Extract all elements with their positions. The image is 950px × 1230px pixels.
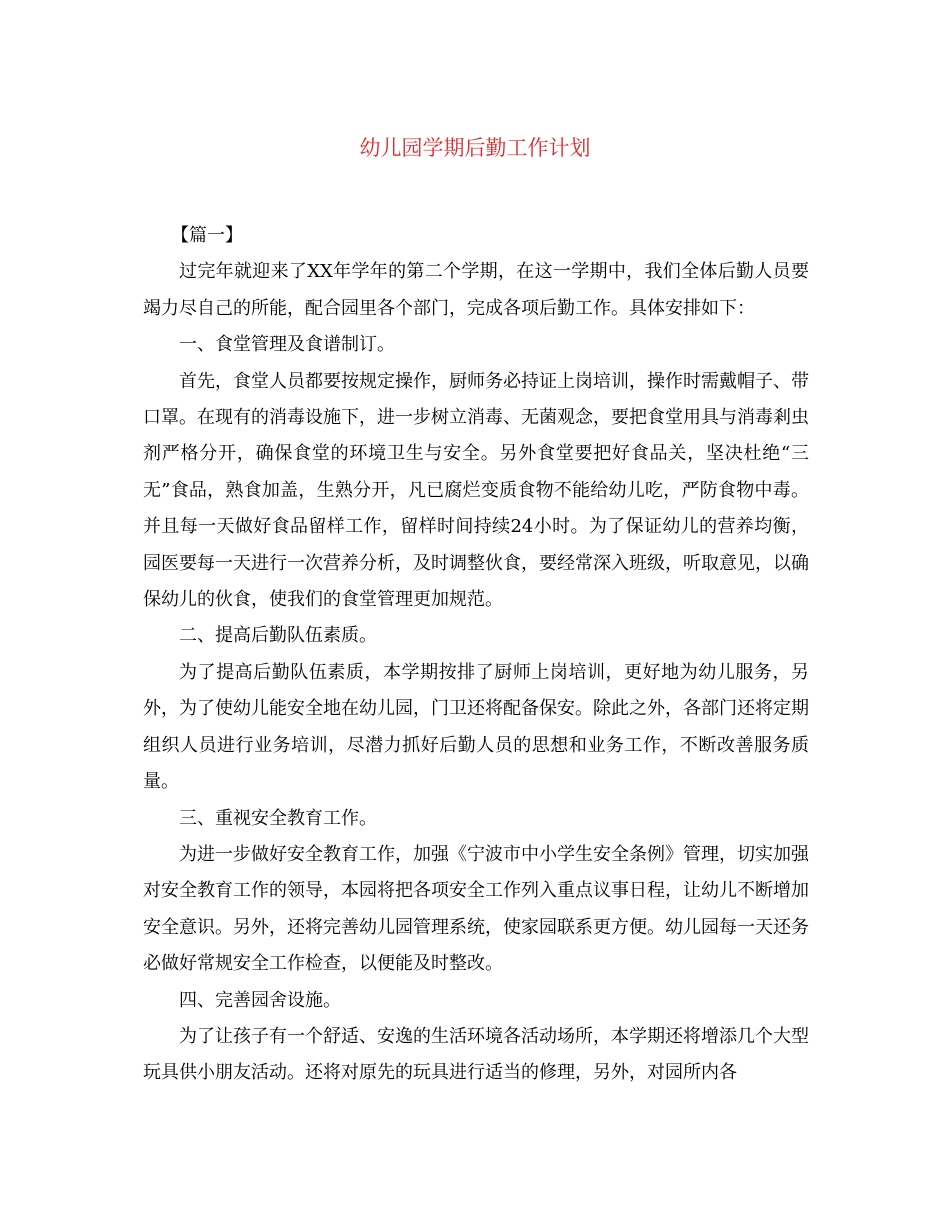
paragraph-facilities: 为了让孩子有一个舒适、安逸的生活环境各活动场所，本学期还将增添几个大型玩具供小朋友活动。还将对原先的玩具进行适当的修理，另外，对园所内各 [143, 1025, 809, 1084]
paragraph-staff: 为了提高后勤队伍素质，本学期按排了厨师上岗培训，更好地为幼儿服务，另外，为了使幼儿能安全地在幼儿园，门卫还将配备保安。除此之外，各部门还将定期组织人员进行业务培训，尽潜力抓好后勤人员的思想和业务工作，不断改善服务质量。 [143, 661, 809, 793]
document-body [143, 218, 809, 1092]
heading-canteen: 一、食堂管理及食谱制订。 [179, 334, 395, 356]
heading-safety: 三、重视安全教育工作。 [179, 807, 377, 829]
section-marker: 【篇一】 [171, 225, 243, 246]
paragraph-safety: 为进一步做好安全教育工作，加强《宁波市中小学生安全条例》管理，切实加强对安全教育工作的领导，本园将把各项安全工作列入重点议事日程，让幼儿不断增加安全意识。另外，还将完善幼儿园管理系统，使家园联系更方便。幼儿园每一天还务必做好常规安全工作检查，以便能及时整改。 [143, 843, 809, 975]
heading-facilities: 四、完善园舍设施。 [179, 989, 341, 1011]
heading-staff: 二、提高后勤队伍素质。 [179, 625, 377, 647]
intro-paragraph: 过完年就迎来了XX年学年的第二个学期，在这一学期中，我们全体后勤人员要竭力尽自己的所能，配合园里各个部门，完成各项后勤工作。具体安排如下： [143, 261, 809, 319]
paragraph-canteen: 首先，食堂人员都要按规定操作，厨师务必持证上岗培训，操作时需戴帽子、带口罩。在现有的消毒设施下，进一步树立消毒、无菌观念，要把食堂用具与消毒剎虫剂严格分开，确保食堂的环境卫生与安全。另外食堂要把好食品关，坚决杜绝“三无”食品，熟食加盖，生熟分开，凡已腐烂变质食物不能给幼儿吃，严防食物中毒。并且每一天做好食品留样工作，留样时间持续24小时。为了保证幼儿的营养均衡，园医要每一天进行一次营养分析，及时调整伙食，要经常深入班级，听取意见，以确保幼儿的伙食，使我们的食堂管理更加规范。 [143, 370, 809, 611]
document-title: 幼儿园学期后勤工作计划 [359, 136, 591, 160]
